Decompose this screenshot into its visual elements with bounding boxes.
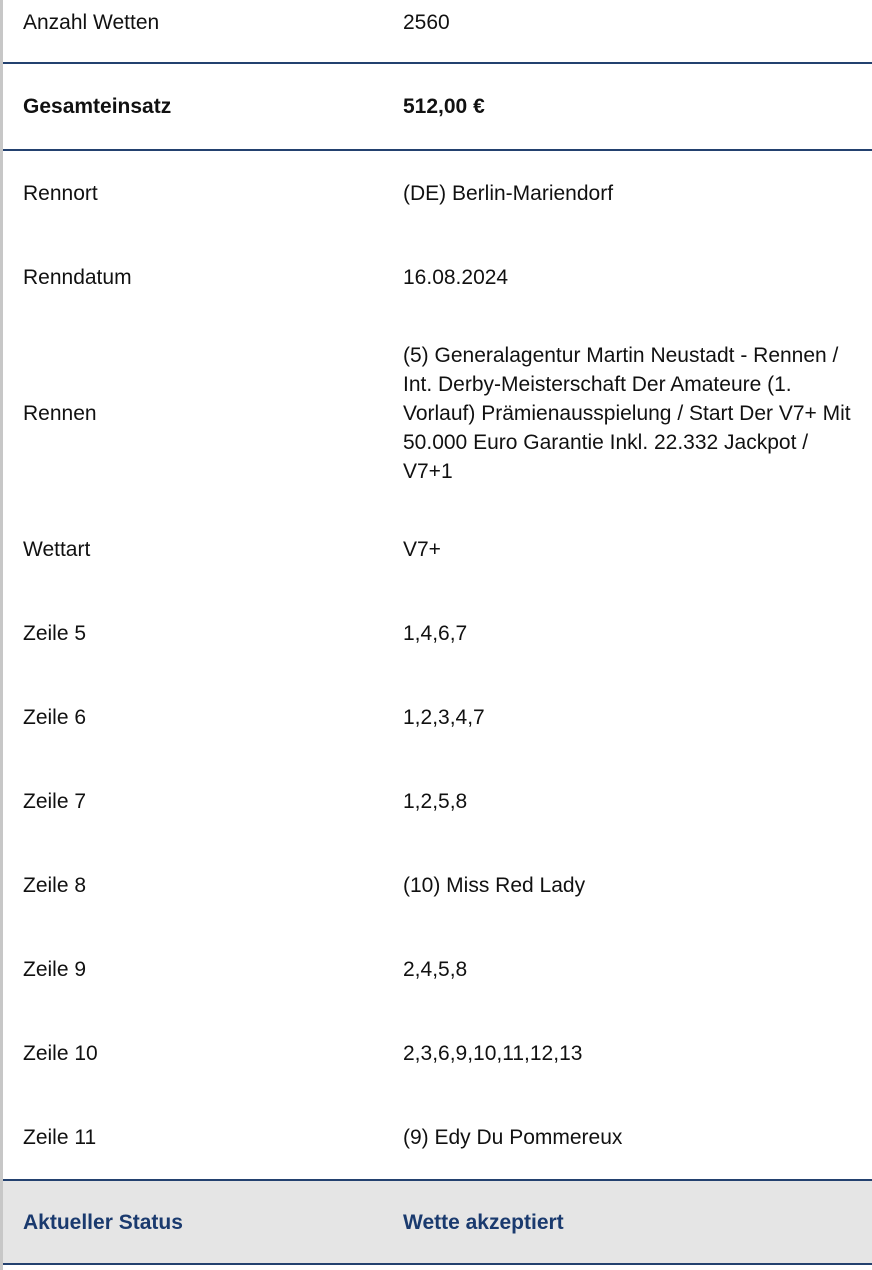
row-renndatum [3,235,872,319]
row-anzahl-wetten [3,0,872,64]
row-zeile-11 [3,1095,872,1179]
label-renndatum: Renndatum [23,265,132,289]
row-rennort [3,151,872,235]
bet-details-table [3,0,872,1265]
status-badge: Wette akzeptiert [403,1210,564,1234]
row-zeile-5 [3,591,872,675]
label-zeile-11: Zeile 11 [23,1125,97,1149]
value-anzahl-wetten: 2560 [403,11,450,34]
row-aktueller-status [3,1179,872,1265]
label-rennort: Rennort [23,181,98,205]
label-zeile-10: Zeile 10 [23,1041,98,1065]
value-zeile-10: 2,3,6,9,10,11,12,13 [403,1041,583,1065]
value-zeile-8: (10) Miss Red Lady [403,873,586,897]
label-wettart: Wettart [23,537,91,561]
label-zeile-5: Zeile 5 [23,621,87,645]
value-renndatum: 16.08.2024 [403,265,509,289]
value-zeile-5: 1,4,6,7 [403,621,468,645]
value-zeile-6: 1,2,3,4,7 [403,705,485,729]
row-gesamteinsatz [3,64,872,151]
row-zeile-6 [3,675,872,759]
value-zeile-11: (9) Edy Du Pommereux [403,1125,623,1149]
label-zeile-9: Zeile 9 [23,957,87,981]
row-zeile-9 [3,927,872,1011]
label-aktueller-status: Aktueller Status [23,1210,183,1234]
value-gesamteinsatz: 512,00 € [403,95,485,118]
value-rennen: (5) Generalagentur Martin Neustadt - Rennen / Int. Derby-Meisterschaft Der Amateure (1. Vorlauf) Prämienausspielung / Start Der V7+ Mit 50.000 Euro Garantie Inkl. 22.332 Jackpot / V7+1 [403,343,851,483]
label-zeile-8: Zeile 8 [23,873,87,897]
row-zeile-7 [3,759,872,843]
row-wettart [3,507,872,591]
label-gesamteinsatz: Gesamteinsatz [23,95,172,118]
value-wettart: V7+ [403,537,441,561]
label-zeile-7: Zeile 7 [23,789,87,813]
value-zeile-7: 1,2,5,8 [403,789,468,813]
label-zeile-6: Zeile 6 [23,705,87,729]
label-rennen: Rennen [23,401,97,425]
value-rennort: (DE) Berlin-Mariendorf [403,181,614,205]
row-rennen [3,319,872,507]
row-zeile-10 [3,1011,872,1095]
label-anzahl-wetten: Anzahl Wetten [23,11,160,34]
value-zeile-9: 2,4,5,8 [403,957,468,981]
row-zeile-8 [3,843,872,927]
